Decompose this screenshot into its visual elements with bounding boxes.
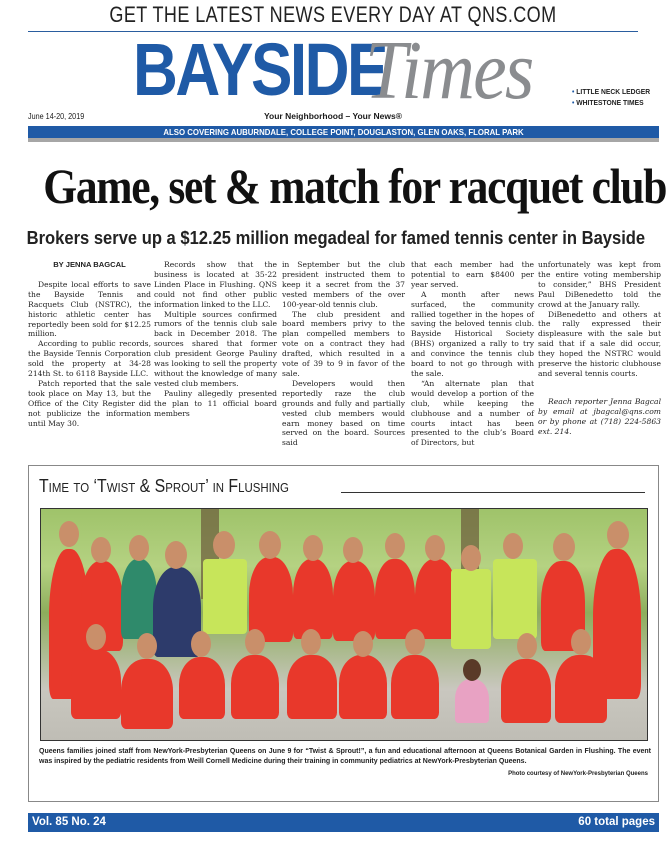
person-head: [463, 659, 481, 681]
paragraph: Records show that the business is located at 35-22 Linden Place in Flushing. QNS could not find other public information linked to the LLC.: [154, 260, 277, 309]
masthead-bayside: BAYSIDE: [133, 28, 386, 111]
person-head: [59, 521, 79, 547]
person: [339, 655, 387, 719]
byline: BY JENNA BAGCAL: [53, 260, 126, 269]
person: [293, 559, 333, 639]
volume-number: Vol. 85 No. 24: [32, 816, 106, 828]
coverage-text: ALSO COVERING AUBURNDALE, COLLEGE POINT, DOUGLASTON, GLEN OAKS, FLORAL PARK: [163, 127, 524, 137]
coverage-bar: [28, 126, 659, 142]
subheadline: Brokers serve up a $12.25 million megadeal for famed tennis center in Bayside: [26, 228, 646, 248]
bullet-icon: •: [572, 98, 577, 107]
person-vest: [203, 559, 247, 634]
person-head: [425, 535, 445, 561]
person: [333, 561, 375, 641]
paragraph: The club president and board members privy to the plan compelled members to vote on a contract they had drafted, which resulted in a vote of 39 to 9 in favor of the sale.: [282, 309, 405, 378]
photo-credit: Photo courtesy of NewYork-Presbyterian Queens: [508, 771, 648, 777]
promo-banner: GET THE LATEST NEWS EVERY DAY AT QNS.COM: [109, 2, 557, 27]
paragraph: unfortunately was kept from the entire voting membership to consider,” BHS President Paul DiBenedetto told the crowd at the January rally.: [538, 260, 661, 309]
person-head: [571, 629, 591, 655]
paragraph: DiBenedetto and others at the rally expressed their displeasure with the sale but said that if a sale did occur, they hoped the NSTRC would preserve the historic clubhouse and several tennis courts.: [538, 309, 661, 378]
person-vest: [451, 569, 491, 649]
title-rule: [341, 492, 645, 493]
person-head: [137, 633, 157, 659]
article-column-2: [154, 260, 277, 419]
paragraph: According to public records, the Bayside Tennis Corporation sold the property at 34-28 214th St. to 6118 Bayside LLC.: [28, 339, 151, 379]
article-column-5: [538, 260, 661, 437]
person-head: [301, 629, 321, 655]
person: [455, 679, 489, 723]
person-head: [461, 545, 481, 571]
photo-caption: Queens families joined staff from NewYork-Presbyterian Queens on June 9 for “Twist & Sprout!”, a fun and educational afternoon at Queens Botanical Garden in Flushing. The event was inspired by the pediatric residents from Weill Cornell Medicine during their training in community pediatrics at NewYork-Presbyterian Queens.: [39, 748, 651, 765]
footer-bar: [28, 813, 659, 832]
person-head: [86, 624, 106, 650]
paragraph: Pauliny allegedly presented the plan to 11 official board members: [154, 388, 277, 418]
masthead-times: Times: [365, 24, 533, 117]
sister-paper-item: • WHITESTONE TIMES: [572, 98, 644, 107]
person-head: [353, 631, 373, 657]
masthead-logo: [133, 24, 573, 117]
group-photo: [40, 508, 648, 741]
sister-papers: [572, 86, 650, 108]
person-head: [165, 541, 187, 569]
person-head: [503, 533, 523, 559]
paragraph: Patch reported that the sale took place on May 13, but the Office of the City Register did not publicize the information until May 30.: [28, 378, 151, 428]
issue-date: June 14-20, 2019: [28, 111, 85, 121]
person: [121, 659, 173, 729]
reporter-contact: Reach reporter Jenna Bagcal by email at jbagcal@qns.com or by phone at (718) 224-5863 ext. 214.: [538, 396, 661, 436]
paragraph: in September but the club president instructed them to keep it a secret from the 37 vested members of the over 100-year-old tennis club.: [282, 260, 405, 309]
article-column-1: [28, 260, 151, 429]
person: [391, 655, 439, 719]
article-column-3: [282, 260, 405, 448]
person: [375, 559, 415, 639]
sister-paper-item: • LITTLE NECK LEDGER: [572, 87, 651, 96]
paragraph: Multiple sources confirmed rumors of the tennis club sale back in December 2018. The sources shared that former club president George Pauliny was looking to sell the property without the knowledge of many vested club members.: [154, 309, 277, 388]
article-column-4: [411, 260, 534, 448]
person: [555, 655, 607, 723]
person: [71, 649, 121, 719]
person: [179, 657, 225, 719]
person-head: [129, 535, 149, 561]
person-head: [303, 535, 323, 561]
article-body: [28, 260, 659, 456]
paragraph: that each member had the potential to earn $8400 per year served.: [411, 260, 534, 289]
person: [231, 655, 279, 719]
person-head: [245, 629, 265, 655]
person-head: [91, 537, 111, 563]
person: [287, 655, 337, 719]
person-head: [607, 521, 629, 549]
paragraph: A month after news surfaced, the community rallied together in the hopes of saving the beloved tennis club. Bayside Historical Society (BHS) organized a rally to try and convince the tennis club board to not go through with the sale.: [411, 289, 534, 378]
page-count: 60 total pages: [578, 816, 655, 828]
person-head: [213, 531, 235, 559]
paragraph: Developers would then reportedly raze the club grounds and fully and partially vested club members would earn money based on time served on the board. Sources said: [282, 378, 405, 448]
person: [121, 559, 157, 639]
person-vest: [493, 559, 537, 639]
person-head: [553, 533, 575, 561]
person-head: [343, 537, 363, 563]
person: [501, 659, 551, 723]
photo-feature-title: Time to ‘Twist & Sprout’ in Flushing: [39, 476, 289, 496]
person-head: [517, 633, 537, 659]
person-head: [191, 631, 211, 657]
paragraph: Despite local efforts to save the Bayside Tennis and Racquets Club (NSTRC), the historic athletic center has reportedly been sold for $12.25 million.: [28, 279, 151, 339]
paragraph: “An alternate plan that would develop a portion of the club, while keeping the clubhouse and a number of courts intact has been presented to the club’s Board of Directors, but: [411, 378, 534, 448]
person-head: [259, 531, 281, 559]
photo-feature: [28, 465, 659, 802]
slogan: Your Neighborhood – Your News®: [263, 111, 403, 121]
person-head: [385, 533, 405, 559]
person-head: [405, 629, 425, 655]
headline: Game, set & match for racquet club: [43, 158, 666, 214]
bullet-icon: •: [572, 87, 577, 96]
